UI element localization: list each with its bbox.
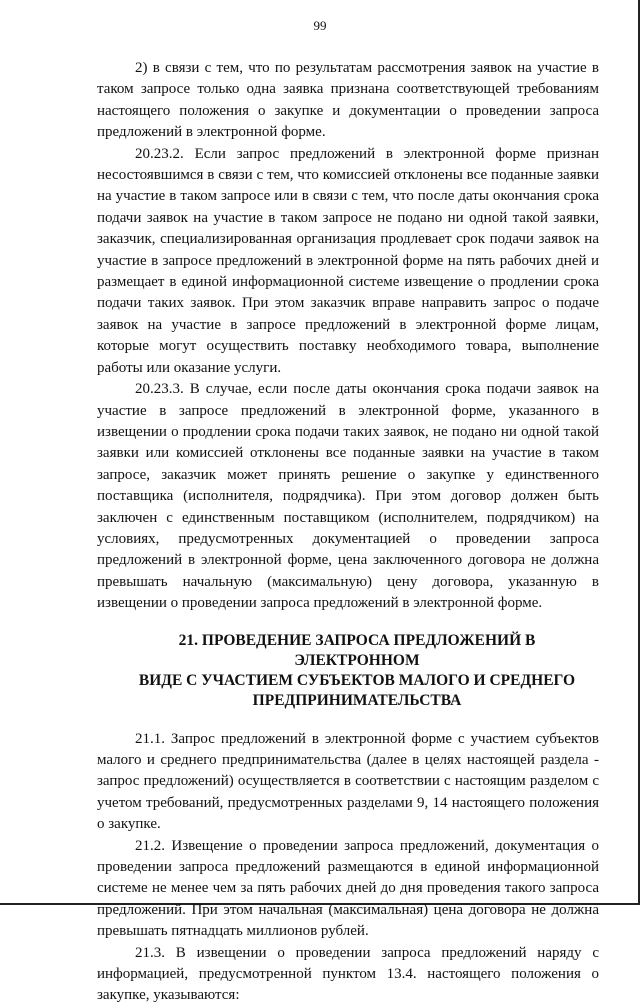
paragraph-20-23-2: 20.23.2. Если запрос предложений в электронной форме признан несостоявшимся в связи с тем, что комиссией отклонены все поданные заявки на участие в таком запросе или в связи с тем, что после даты окончания срока подачи заявок на участие в таком запросе не подано ни одной такой заявки, заказчик, специализированная организация продлевает срок подачи заявок на участие в запросе предложений в электронной форме на пять рабочих дней и размещает в единой информационной системе извещение о продлении срока подачи таких заявок. При этом заказчик вправе направить запрос о подаче заявок на участие в запросе предложений в электронной форме лицам, которые могут осуществить поставку необходимого товара, выполнение работы или оказание услуги. <box>97 145 599 376</box>
document-body <box>97 58 599 1007</box>
section-heading-line-2: ВИДЕ С УЧАСТИЕМ СУБЪЕКТОВ МАЛОГО И СРЕДНЕГО <box>138 671 576 689</box>
page-number: 99 <box>313 18 327 33</box>
section-heading-line-1: 21. ПРОВЕДЕНИЕ ЗАПРОСА ПРЕДЛОЖЕНИЙ В ЭЛЕКТРОННОМ <box>178 631 536 669</box>
section-heading-line-3: ПРЕДПРИНИМАТЕЛЬСТВА <box>252 691 462 709</box>
paragraph-21-3: 21.3. В извещении о проведении запроса предложений наряду с информацией, предусмотренной пунктом 13.4. настоящего положения о закупке, указываются: <box>97 944 599 1004</box>
paragraph-item-2: 2) в связи с тем, что по результатам рассмотрения заявок на участие в таком запросе только одна заявка признана соответствующей требованиям настоящего положения о закупке и документации о проведении запроса предложений в электронной форме. <box>97 60 599 141</box>
paragraph-21-1: 21.1. Запрос предложений в электронной форме с участием субъектов малого и среднего предпринимательства (далее в целях настоящей раздела - запрос предложений) осуществляется в соответствии с настоящим разделом с учетом требований, предусмотренных разделами 9, 14 настоящего положения о закупке. <box>97 730 599 833</box>
paragraph-20-23-3: 20.23.3. В случае, если после даты окончания срока подачи заявок на участие в запросе предложений в электронной форме, указанного в извещении о продлении срока подачи таких заявок, не подано ни одной такой заявки или комиссией отклонены все поданные заявки на участие в таком запросе, заказчик может принять решение о закупке у единственного поставщика (исполнителя, подрядчика). При этом договор должен быть заключен с единственным поставщиком (исполнителем, подрядчиком) на условиях, предусмотренных документацией о проведении запроса предложений в электронной форме, цена заключенного договора не должна превышать начальную (максимальную) цену договора, указанную в извещении о проведении запроса предложений в электронной форме. <box>97 381 599 612</box>
paragraph-21-2: 21.2. Извещение о проведении запроса предложений, документация о проведении запроса предложений размещаются в единой информационной системе не менее чем за пять рабочих дней до дня проведения такого запроса предложений. При этом начальная (максимальная) цена договора не должна превышать пятнадцать миллионов рублей. <box>97 837 599 940</box>
section-heading <box>97 631 599 711</box>
